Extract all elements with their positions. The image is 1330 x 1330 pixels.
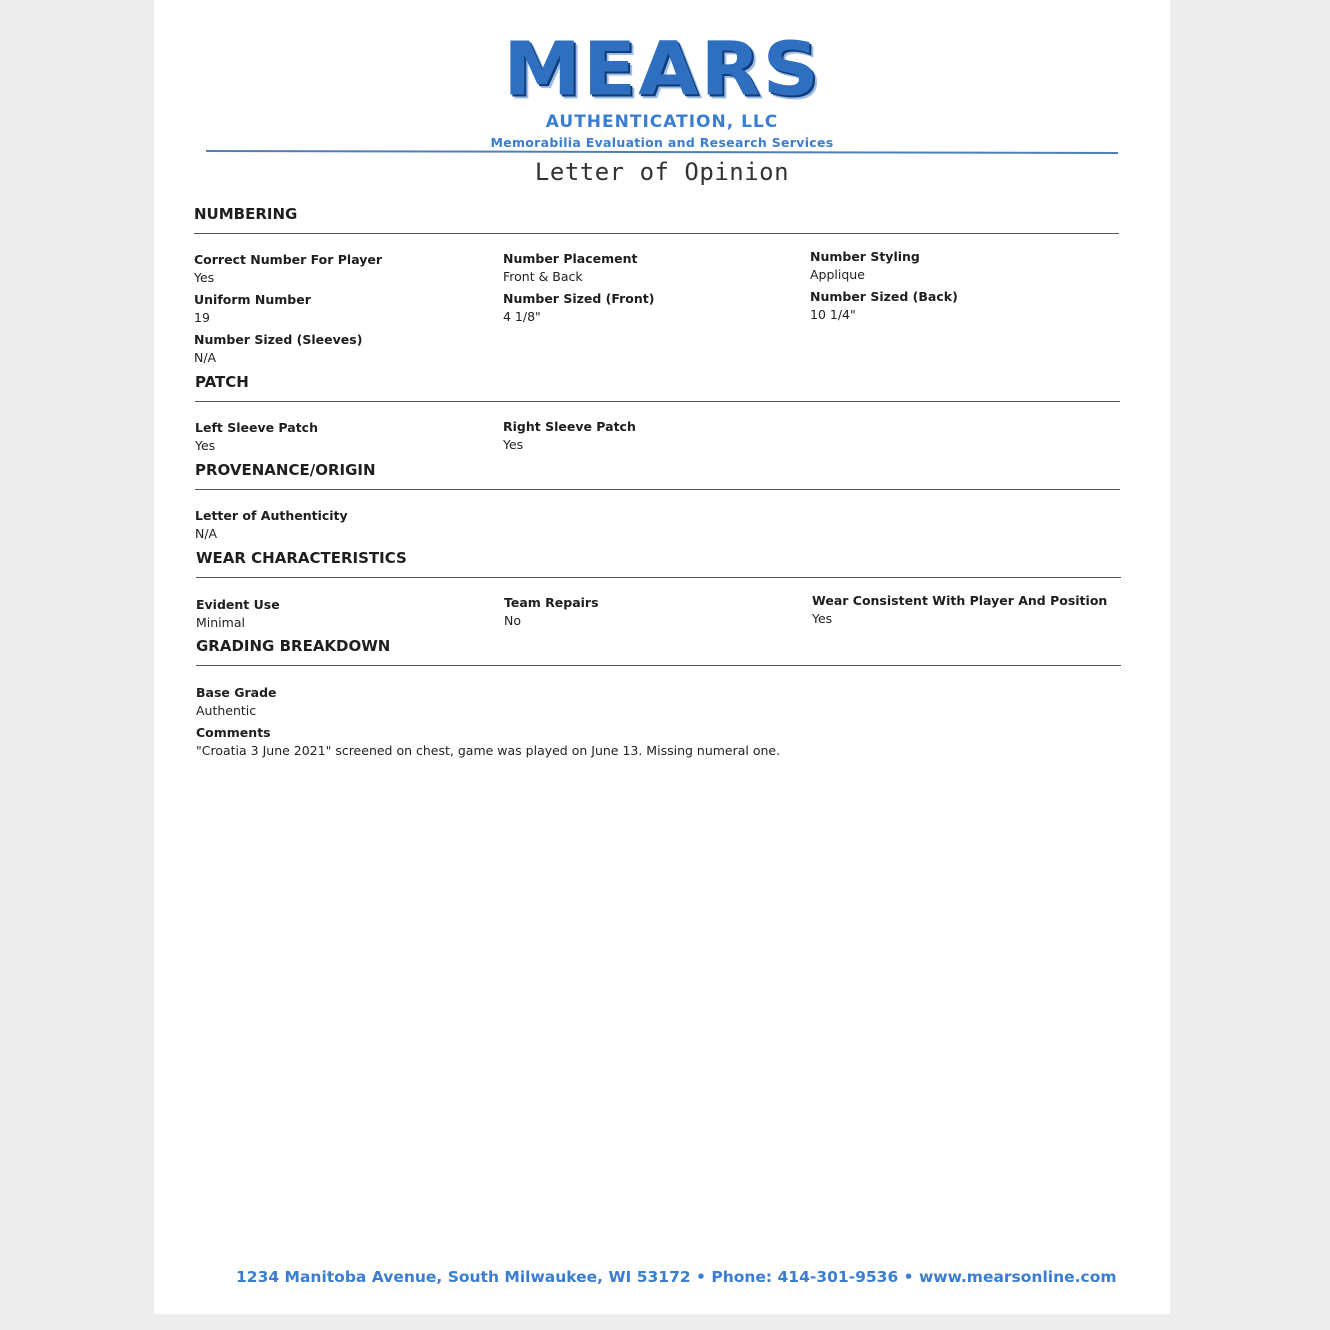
field-correct-number: [194, 251, 382, 287]
field-label: Number Placement: [503, 251, 638, 266]
field-number-sized-sleeves: [194, 331, 362, 367]
field-label: Number Sized (Sleeves): [194, 332, 363, 347]
logo-brand: MEARS: [503, 27, 821, 113]
section-title-wear: WEAR CHARACTERISTICS: [196, 549, 407, 567]
field-uniform-number: [194, 291, 311, 327]
field-value: Yes: [812, 611, 833, 626]
section-title-patch: PATCH: [195, 373, 249, 391]
field-label: Number Sized (Front): [503, 291, 655, 306]
section-divider: [194, 233, 1119, 234]
field-label: Uniform Number: [194, 292, 311, 307]
field-value: Minimal: [196, 615, 245, 630]
section-divider: [195, 401, 1120, 402]
field-number-styling: [810, 248, 920, 284]
logo-tagline: Memorabilia Evaluation and Research Services: [490, 135, 834, 150]
field-evident-use: [196, 596, 280, 632]
field-value: Yes: [194, 270, 215, 285]
field-comments: [196, 724, 780, 760]
field-label: Correct Number For Player: [194, 252, 383, 267]
field-value: N/A: [194, 350, 217, 365]
section-title-provenance: PROVENANCE/ORIGIN: [195, 461, 376, 479]
field-value: 4 1/8": [503, 309, 541, 324]
field-right-sleeve-patch: [503, 418, 636, 454]
field-value: No: [504, 613, 521, 628]
field-value: Yes: [195, 438, 216, 453]
field-value: Authentic: [196, 703, 257, 718]
field-number-sized-back: [810, 288, 958, 324]
field-number-placement: [503, 250, 637, 286]
field-label: Number Sized (Back): [810, 289, 958, 304]
field-label: Base Grade: [196, 685, 277, 700]
footer-contact: 1234 Manitoba Avenue, South Milwaukee, WI 53172 • Phone: 414-301-9536 • www.mearsonline.com: [236, 1268, 1117, 1286]
field-label: Evident Use: [196, 597, 280, 612]
field-left-sleeve-patch: [195, 419, 318, 455]
field-number-sized-front: [503, 290, 654, 326]
field-label: Number Styling: [810, 249, 920, 264]
field-value: N/A: [195, 526, 218, 541]
section-divider: [196, 577, 1121, 578]
section-title-numbering: NUMBERING: [194, 205, 298, 223]
field-label: Team Repairs: [504, 595, 599, 610]
section-divider: [195, 489, 1120, 490]
field-value: 19: [194, 310, 210, 325]
field-value: 10 1/4": [810, 307, 856, 322]
field-value: Yes: [503, 437, 524, 452]
field-letter-of-authenticity: [195, 507, 348, 543]
field-label: Right Sleeve Patch: [503, 419, 636, 434]
field-value: Front & Back: [503, 269, 583, 284]
field-wear-consistent: [812, 592, 1107, 628]
field-label: Letter of Authenticity: [195, 508, 348, 523]
field-team-repairs: [504, 594, 599, 630]
field-label: Wear Consistent With Player And Position: [812, 593, 1108, 608]
section-title-grading: GRADING BREAKDOWN: [196, 637, 391, 655]
field-value: "Croatia 3 June 2021" screened on chest, game was played on June 13. Missing numeral one.: [196, 743, 781, 758]
field-base-grade: [196, 684, 277, 720]
document-title: Letter of Opinion: [534, 158, 790, 186]
mears-logo: [154, 27, 1170, 150]
section-divider: [196, 665, 1121, 666]
letter-page: [154, 0, 1170, 1314]
logo-company: AUTHENTICATION, LLC: [545, 112, 779, 132]
header-divider: [206, 150, 1118, 154]
field-value: Applique: [810, 267, 865, 282]
field-label: Left Sleeve Patch: [195, 420, 318, 435]
field-label: Comments: [196, 725, 271, 740]
